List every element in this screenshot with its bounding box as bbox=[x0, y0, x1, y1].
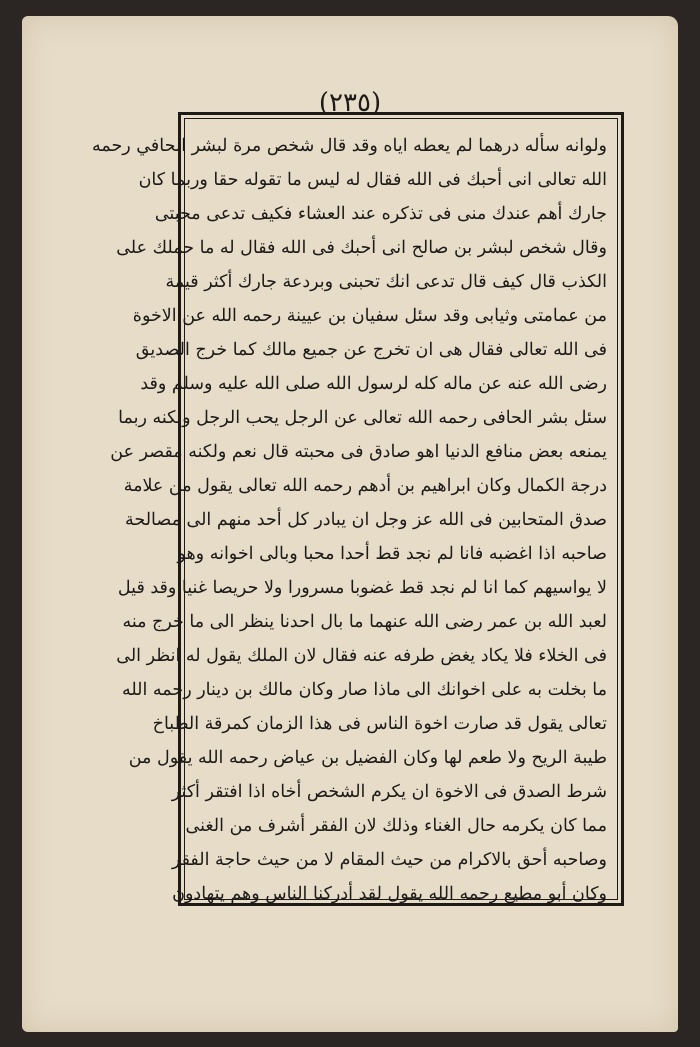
text-line: لعبد الله بن عمر رضى الله عنهما ما بال احدنا ينظر الى ما خرج منه bbox=[122, 612, 607, 632]
text-line: الكذب قال كيف قال تدعى انك تحبنى وبردعة جارك أكثر قيمة bbox=[165, 272, 607, 292]
text-frame bbox=[91, 112, 624, 906]
page-number: (٢٣٥) bbox=[318, 88, 382, 118]
text-block bbox=[91, 118, 618, 904]
text-line: رضى الله عنه عن ماله كله لرسول الله صلى الله عليه وسلم وقد bbox=[140, 374, 607, 394]
text-line: مما كان يكرمه حال الغناء وذلك لان الفقر أشرف من الغنى bbox=[185, 816, 607, 836]
text-line: يمنعه بعض منافع الدنيا اهو صادق فى محبته قال نعم ولكنه مقصر عن bbox=[110, 442, 607, 462]
text-line: صدق المتحابين فى الله عز وجل ان يبادر كل أحد منهم الى مصالحة bbox=[125, 510, 607, 530]
text-line: صاحبه اذا اغضبه فانا لم نجد قط أحدا محبا وبالى اخوانه وهو bbox=[177, 544, 607, 564]
book-page bbox=[22, 16, 678, 1032]
text-line: تعالى يقول قد صارت اخوة الناس فى هذا الزمان كمرقة الطباخ bbox=[152, 714, 607, 734]
text-line: درجة الكمال وكان ابراهيم بن أدهم رحمه الله تعالى يقول من علامة bbox=[123, 476, 607, 496]
text-line: سئل بشر الحافى رحمه الله تعالى عن الرجل يحب الرجل ولكنه ربما bbox=[118, 408, 607, 428]
text-line: فى الخلاء فلا يكاد يغض طرفه عنه فقال لان الملك يقول له انظر الى bbox=[116, 646, 607, 666]
text-line: ولوانه سأله درهما لم يعطه اياه وقد قال شخص مرة لبشر الحافي رحمه bbox=[91, 136, 607, 156]
text-line: جارك أهم عندك منى فى تذكره عند العشاء فكيف تدعى محبتى bbox=[154, 204, 607, 224]
text-line: وكان أبو مطيع رحمه الله يقول لقد أدركنا الناس وهم يتهادون bbox=[172, 884, 607, 904]
text-line: طيبة الريح ولا طعم لها وكان الفضيل بن عياض رحمه الله يقول من bbox=[128, 748, 607, 768]
text-line: وقال شخص لبشر بن صالح انى أحبك فى الله فقال له ما حملك على bbox=[116, 238, 607, 258]
text-line: ما بخلت به على اخوانك الى ماذا صار وكان مالك بن دينار رحمه الله bbox=[121, 680, 607, 700]
text-line: الله تعالى انى أحبك فى الله فقال له ليس ما تقوله حقا وربما كان bbox=[138, 170, 607, 190]
text-line: وصاحبه أحق بالاكرام من حيث المقام لا من حيث حاجة الفقر bbox=[171, 850, 607, 870]
text-line: فى الله تعالى فقال هى ان تخرج عن جميع مالك كما خرج الصديق bbox=[135, 340, 607, 360]
text-line: من عمامتى وثيابى وقد سئل سفيان بن عيينة رحمه الله عن الاخوة bbox=[132, 306, 607, 326]
text-line: شرط الصدق فى الاخوة ان يكرم الشخص أخاه اذا افتقر أكثر bbox=[171, 782, 607, 802]
text-line: لا يواسيهم كما انا لم نجد قط غضوبا مسرورا ولا حريصا غنيا وقد قيل bbox=[117, 578, 607, 598]
